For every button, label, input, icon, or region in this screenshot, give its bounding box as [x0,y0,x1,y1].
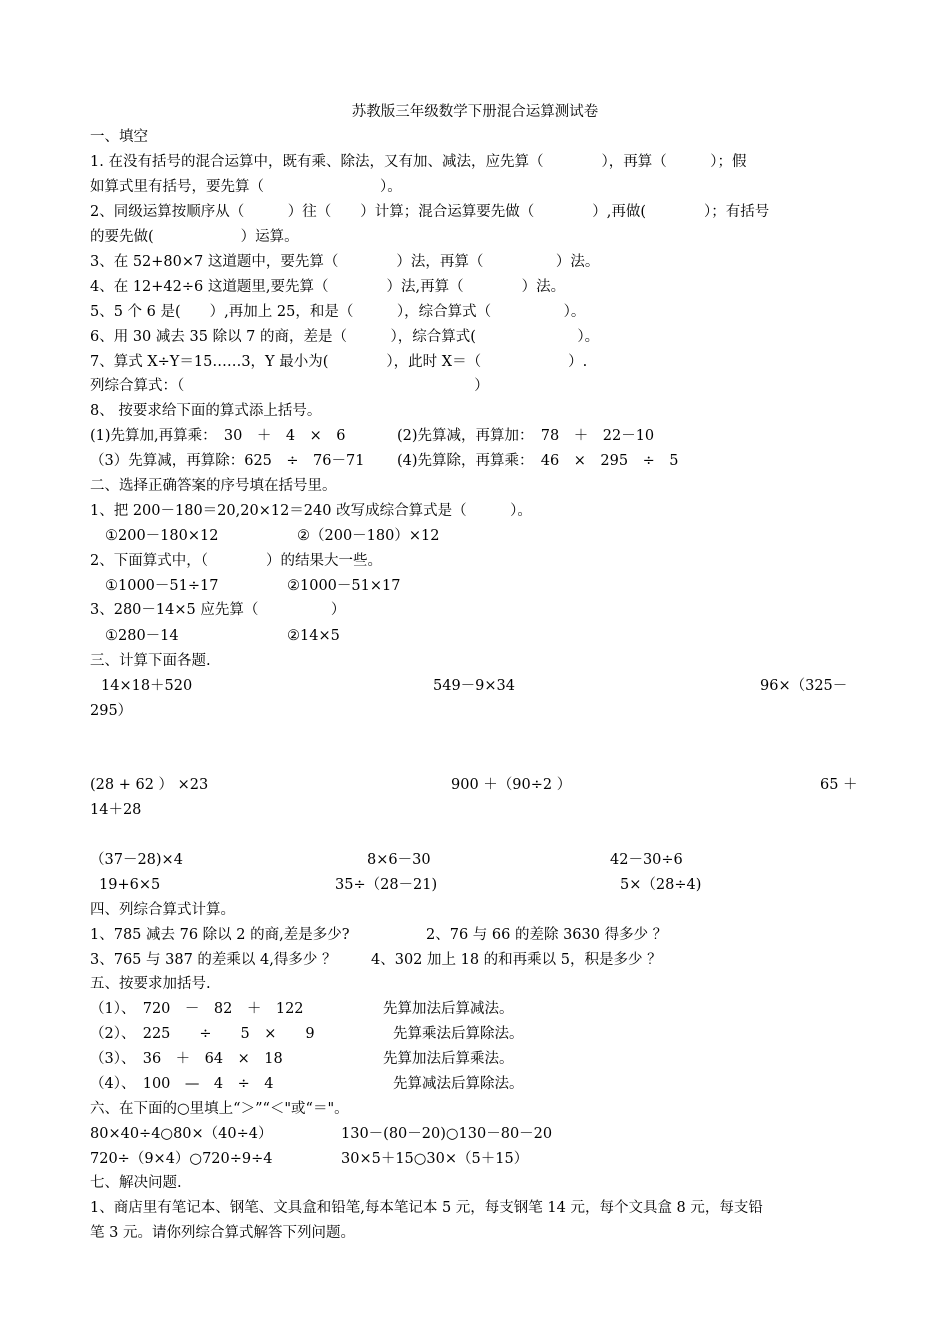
s1-q8: 8、 按要求给下面的算式添上括号。 [90,403,322,419]
s5-q4: （4）、 100 — 4 ÷ 4 [90,1076,274,1092]
s2-q2: 2、下面算式中，（ ）的结果大一些。 [90,553,382,569]
s7-q1-line2: 笔 3 元。请你列综合算式解答下列问题。 [90,1225,355,1241]
s1-q7-formula: 列综合算式：（ ） [90,378,489,394]
s3-expr-2: 549－9×34 [433,678,516,694]
s4-q1: 1、785 减去 76 除以 2 的商,差是多少? [90,927,350,943]
s1-q5: 5、5 个 6 是( ）,再加上 25，和是（ ），综合算式（ ）。 [90,304,586,320]
s5-q1: （1）、 720 － 82 ＋ 122 [90,1001,304,1017]
s1-q4: 4、在 12+42÷6 这道题里,要先算（ ）法,再算（ ）法。 [90,279,566,295]
s7-q1-line1: 1、商店里有笔记本、钢笔、文具盒和铅笔,每本笔记本 5 元，每支钢笔 14 元，每个文具盒 8 元，每支铅 [90,1200,763,1216]
s1-q1-line2: 如算式里有括号，要先算（ ）。 [90,179,402,195]
s1-q1-line1: 1. 在没有括号的混合运算中，既有乘、除法，又有加、减法，应先算（ ），再算（ ）；假 [90,154,747,170]
s1-q8-item4: (4)先算除，再算乘： 46 × 295 ÷ 5 [397,453,679,469]
s1-q8-item3: （3）先算减，再算除：625 ÷ 76－71 [90,453,365,469]
s6-q4: 30×5＋15○30×（5＋15） [341,1151,529,1167]
s3-expr-3: 96×（325－ [760,678,848,694]
s5-q2-rule: 先算乘法后算除法。 [393,1026,524,1042]
s1-q7: 7、算式 X÷Y＝15……3，Y 最小为( ），此时 X＝（ ）. [90,354,588,370]
s3-expr-3-cont: 295） [90,703,133,719]
s4-q3: 3、765 与 387 的差乘以 4,得多少 ？ [90,952,337,968]
s2-q2-option-b: ②1000－51×17 [287,578,401,594]
s1-q6: 6、用 30 减去 35 除以 7 的商，差是（ ），综合算式( ）。 [90,329,600,345]
section-6-heading: 六、在下面的○里填上“＞”“＜"或“＝"。 [90,1101,349,1117]
s3-expr-5: 900 ＋（90÷2 ） [451,777,572,793]
s6-q3: 720÷（9×4）○720÷9÷4 [90,1151,273,1167]
s3-expr-6-cont: 14＋28 [90,802,142,818]
section-4-heading: 四、列综合算式计算。 [90,902,235,918]
s3-expr-12: 5×（28÷4) [620,877,702,893]
s4-q2: 2、76 与 66 的差除 3630 得多少 ？ [426,927,668,943]
page-title: 苏教版三年级数学下册混合运算测试卷 [351,104,599,120]
s3-expr-8: 8×6－30 [367,852,431,868]
s3-expr-4: (28 + 62 ） ×23 [90,777,209,793]
section-1-heading: 一、填空 [90,129,148,145]
s3-expr-1: 14×18＋520 [101,678,193,694]
s5-q3: （3）、 36 ＋ 64 × 18 [90,1051,283,1067]
section-7-heading: 七、解决问题. [90,1175,182,1191]
s6-q2: 130－(80－20)○130－80－20 [341,1126,553,1142]
s5-q2: （2）、 225 ÷ 5 × 9 [90,1026,315,1042]
s4-q4: 4、302 加上 18 的和再乘以 5，积是多少 ？ [371,952,662,968]
s2-q1: 1、把 200－180＝20,20×12＝240 改写成综合算式是（ ）。 [90,503,532,519]
s1-q8-item1: (1)先算加,再算乘： 30 ＋ 4 × 6 [90,428,346,444]
s5-q4-rule: 先算减法后算除法。 [393,1076,524,1092]
s3-expr-11: 35÷（28－21) [335,877,438,893]
s3-expr-10: 19+6×5 [99,877,161,893]
s2-q3-option-a: ①280－14 [105,628,179,644]
s5-q3-rule: 先算加法后算乘法。 [383,1051,514,1067]
s2-q3-option-b: ②14×5 [287,628,340,644]
s2-q3: 3、280－14×5 应先算（ ） [90,602,346,618]
s1-q3: 3、在 52+80×7 这道题中，要先算（ ）法，再算（ ）法。 [90,254,600,270]
s1-q8-item2: (2)先算减，再算加： 78 ＋ 22－10 [397,428,655,444]
section-3-heading: 三、计算下面各题. [90,653,211,669]
s2-q1-option-a: ①200－180×12 [105,528,219,544]
section-5-heading: 五、按要求加括号. [90,976,211,992]
s3-expr-7: （37－28)×4 [90,852,183,868]
s6-q1: 80×40÷4○80×（40÷4） [90,1126,273,1142]
section-2-heading: 二、选择正确答案的序号填在括号里。 [90,478,337,494]
s1-q2-line2: 的要先做( ）运算。 [90,229,299,245]
s2-q1-option-b: ②（200－180）×12 [297,528,440,544]
s3-expr-9: 42－30÷6 [610,852,683,868]
s3-expr-6: 65 ＋ [820,777,858,793]
s2-q2-option-a: ①1000－51÷17 [105,578,219,594]
s5-q1-rule: 先算加法后算减法。 [383,1001,514,1017]
s1-q2-line1: 2、同级运算按顺序从（ ）往（ ）计算；混合运算要先做（ ）,再做( ）；有括号 [90,204,770,220]
